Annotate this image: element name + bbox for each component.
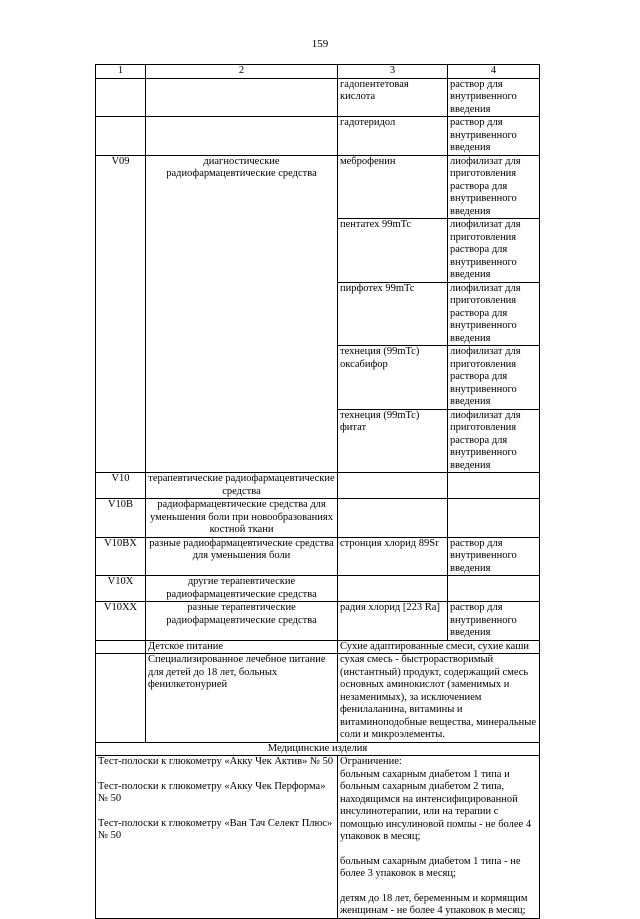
drug-name: технеция (99mTc) фитат bbox=[338, 409, 448, 473]
restriction-title: Ограничение: bbox=[340, 756, 402, 767]
table-row bbox=[96, 499, 540, 538]
drug-table bbox=[95, 64, 540, 919]
drug-form: лиофилизат для приготовления раствора для внутривенного введения bbox=[448, 282, 540, 346]
drug-name: меброфенин bbox=[338, 155, 448, 219]
header-col-4: 4 bbox=[448, 65, 540, 79]
test-strip-item: Тест-полоски к глюкометру «Ван Тач Селект Плюс» № 50 bbox=[98, 817, 333, 841]
drug-name: гадотеридол bbox=[338, 117, 448, 156]
drug-name: пирфотех 99mTc bbox=[338, 282, 448, 346]
test-strips-list bbox=[96, 756, 338, 919]
table-row bbox=[96, 155, 540, 219]
nutrition-desc: сухая смесь - быстрорастворимый (инстантный) продукт, содержащий смесь основных аминокислот (заменимых и незаменимых), за исключением фенилаланина, витамины и витаминоподобные вещества, минеральные соли и микроэлементы. bbox=[338, 654, 540, 743]
atc-code: V10X bbox=[96, 576, 146, 602]
atc-group-name: разные радиофармацевтические средства для уменьшения боли bbox=[146, 537, 338, 576]
drug-form: раствор для внутривенного введения bbox=[448, 602, 540, 641]
table-row bbox=[96, 78, 540, 117]
restriction-item: больным сахарным диабетом 1 типа и больным сахарным диабетом 2 типа, находящимся на интенсифицированной инсулинотерапии, или на терапии с помощью инсулиновой помпы - не более 4 упаковок в месяц; bbox=[340, 768, 532, 842]
atc-group-name: радиофармацевтические средства для уменьшения боли при новообразованиях костной ткани bbox=[146, 499, 338, 538]
drug-form: лиофилизат для приготовления раствора для внутривенного введения bbox=[448, 346, 540, 410]
drug-name: пентатех 99mTc bbox=[338, 219, 448, 283]
restriction-item: больным сахарным диабетом 1 типа - не более 3 упаковок в месяц; bbox=[340, 855, 521, 879]
table-row bbox=[96, 756, 540, 919]
drug-form: лиофилизат для приготовления раствора для внутривенного введения bbox=[448, 409, 540, 473]
table-row bbox=[96, 654, 540, 743]
drug-form: раствор для внутривенного введения bbox=[448, 78, 540, 117]
drug-form: лиофилизат для приготовления раствора для внутривенного введения bbox=[448, 219, 540, 283]
table-row bbox=[96, 537, 540, 576]
test-strip-item: Тест-полоски к глюкометру «Акку Чек Актив» № 50 bbox=[98, 756, 334, 767]
table-row bbox=[96, 742, 540, 756]
drug-form: раствор для внутривенного введения bbox=[448, 537, 540, 576]
header-col-1: 1 bbox=[96, 65, 146, 79]
drug-name: стронция хлорид 89Sr bbox=[338, 537, 448, 576]
atc-code: V10B bbox=[96, 499, 146, 538]
drug-form: лиофилизат для приготовления раствора для внутривенного введения bbox=[448, 155, 540, 219]
header-row bbox=[96, 65, 540, 79]
nutrition-desc: Сухие адаптированные смеси, сухие каши bbox=[338, 640, 540, 654]
test-strip-item: Тест-полоски к глюкометру «Акку Чек Перформа» № 50 bbox=[98, 780, 326, 804]
page-number: 159 bbox=[311, 38, 329, 50]
table-row bbox=[96, 640, 540, 654]
atc-code: V09 bbox=[96, 155, 146, 473]
header-col-3: 3 bbox=[338, 65, 448, 79]
table-row bbox=[96, 602, 540, 641]
drug-name: технеция (99mTc) оксабифор bbox=[338, 346, 448, 410]
section-title: Медицинские изделия bbox=[96, 742, 540, 756]
atc-code: V10BX bbox=[96, 537, 146, 576]
drug-name: гадопентетовая кислота bbox=[338, 78, 448, 117]
atc-group-name: диагностические радиофармацевтические средства bbox=[146, 155, 338, 473]
nutrition-name: Специализированное лечебное питание для детей до 18 лет, больных фенилкетонурией bbox=[146, 654, 338, 743]
table-row bbox=[96, 576, 540, 602]
atc-group-name: разные терапевтические радиофармацевтические средства bbox=[146, 602, 338, 641]
atc-group-name: другие терапевтические радиофармацевтические средства bbox=[146, 576, 338, 602]
atc-code: V10 bbox=[96, 473, 146, 499]
nutrition-name: Детское питание bbox=[146, 640, 338, 654]
atc-group-name: терапевтические радиофармацевтические средства bbox=[146, 473, 338, 499]
table-row bbox=[96, 473, 540, 499]
restrictions bbox=[338, 756, 540, 919]
drug-name: радия хлорид [223 Ra] bbox=[338, 602, 448, 641]
drug-form: раствор для внутривенного введения bbox=[448, 117, 540, 156]
table-row bbox=[96, 117, 540, 156]
header-col-2: 2 bbox=[146, 65, 338, 79]
atc-code: V10XX bbox=[96, 602, 146, 641]
restriction-item: детям до 18 лет, беременным и кормящим женщинам - не более 4 упаковок в месяц; bbox=[340, 892, 528, 916]
